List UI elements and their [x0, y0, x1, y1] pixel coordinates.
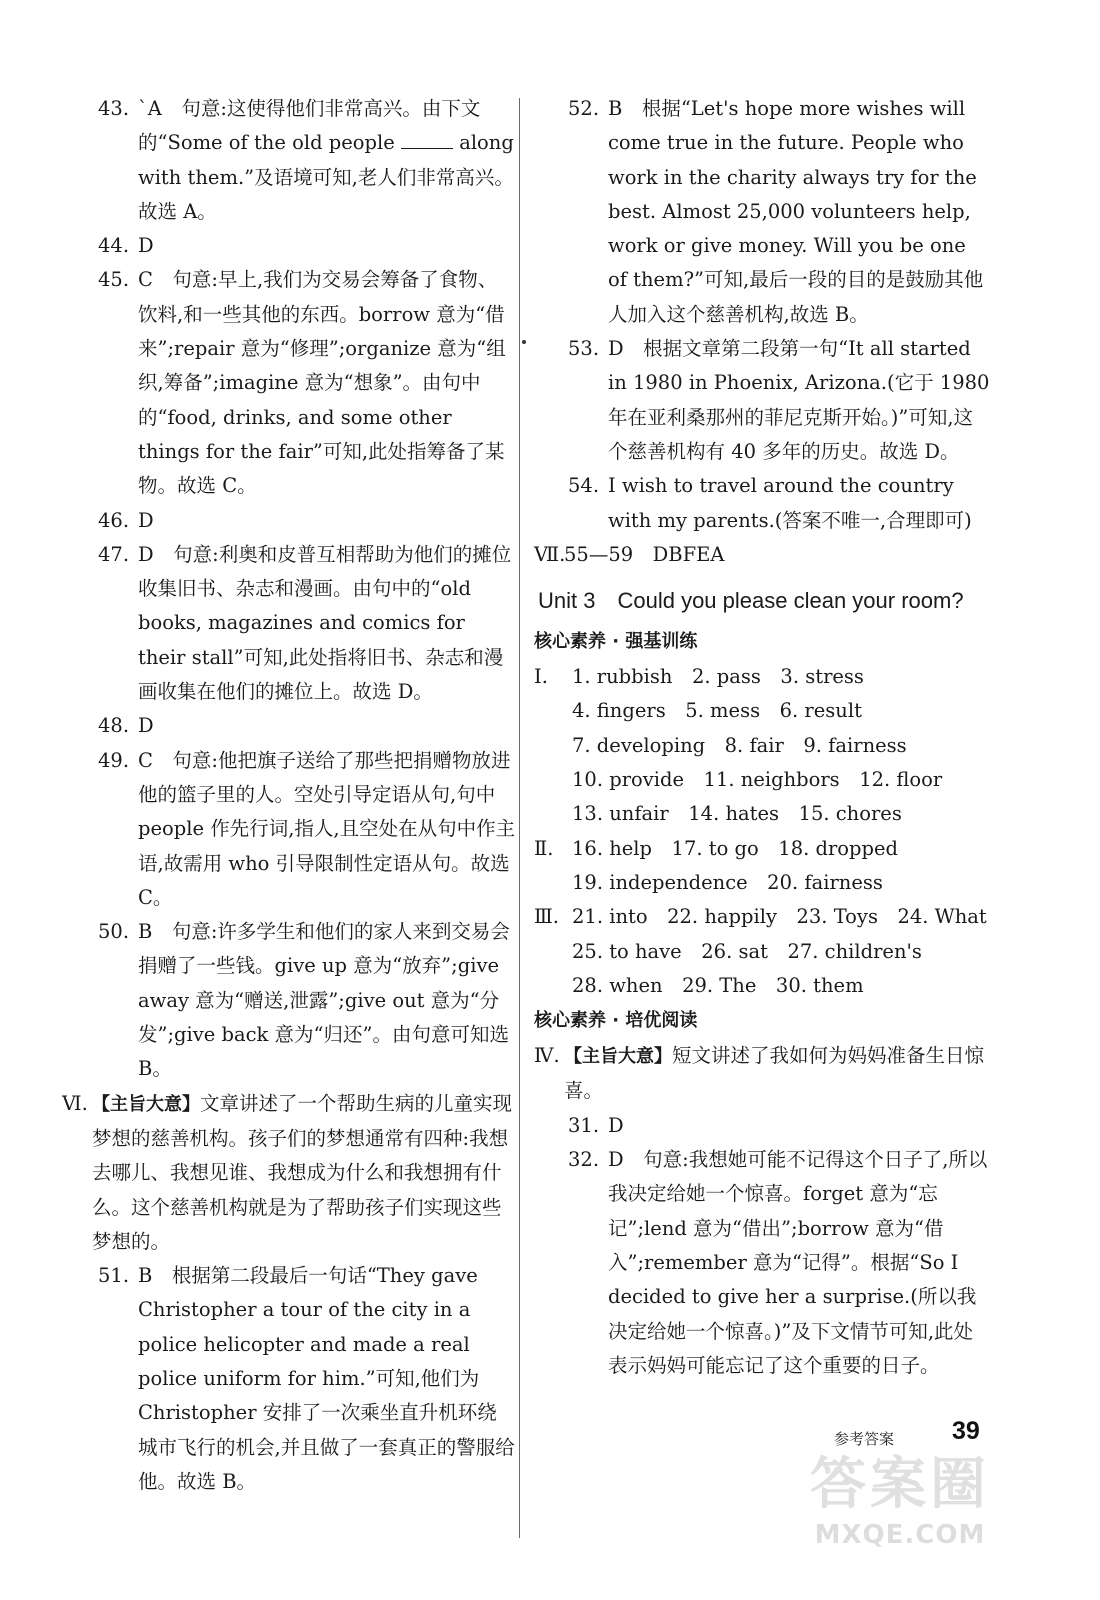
answer-number: 44.	[98, 234, 130, 258]
main-idea-tag: 【主旨大意】	[92, 1093, 200, 1115]
section-roman: Ⅳ.	[534, 1044, 560, 1068]
watermark-logo	[810, 1450, 990, 1580]
answer-text: C 句意:他把旗子送给了那些把捐赠物放进他的篮子里的人。空处引导定语从句,句中 people 作先行词,指人,且空处在从句中作主语,故需用 who 引导限制性定语从句。故选 C。	[138, 748, 516, 909]
right-column	[534, 92, 990, 1383]
word-answer: 6. result	[779, 699, 862, 723]
unit-title: Unit 3 Could you please clean your room?	[538, 588, 964, 614]
word-answer: 1. rubbish	[572, 665, 673, 689]
left-column	[62, 92, 516, 1499]
answer-50	[98, 915, 516, 1086]
word-answer: 5. mess	[685, 699, 761, 723]
word-row	[540, 797, 990, 831]
word-row	[534, 900, 990, 934]
answer-blank	[401, 130, 453, 149]
answer-44	[98, 229, 516, 263]
answer-number: 46.	[98, 508, 130, 532]
word-answer: 30. them	[775, 973, 864, 997]
word-answer: 13. unfair	[572, 802, 669, 826]
section-roman: Ⅰ.	[534, 665, 548, 689]
word-row	[534, 832, 990, 866]
section-I	[534, 660, 990, 831]
answer-46	[98, 504, 516, 538]
main-idea-tag: 【主旨大意】	[564, 1046, 672, 1068]
footer-label: 参考答案	[834, 1430, 895, 1448]
answer-number: 52.	[568, 97, 600, 120]
word-row	[534, 660, 990, 694]
answer-text: D	[138, 234, 154, 258]
answer-number: 51.	[98, 1264, 130, 1288]
answer-number: 49.	[98, 748, 130, 772]
word-answer: 23. Toys	[796, 905, 878, 929]
section-6-summary	[62, 1087, 516, 1259]
word-answer: 29. The	[682, 973, 757, 997]
word-answer: 19. independence	[572, 870, 748, 894]
answer-49	[98, 744, 516, 915]
page-number: 39	[952, 1417, 980, 1445]
word-answer: 25. to have	[572, 939, 682, 963]
section-II	[534, 832, 990, 901]
word-row	[540, 763, 990, 797]
section-roman: Ⅱ.	[534, 836, 554, 860]
word-answer: 7. developing	[572, 733, 706, 757]
word-row	[540, 694, 990, 728]
word-answer: 20. fairness	[767, 870, 883, 894]
word-answer: 21. into	[572, 905, 648, 929]
word-answer: 15. chores	[798, 802, 902, 826]
answer-45	[98, 263, 516, 503]
answer-text: B 根据第二段最后一句话“They gave Christopher a tour of the city in a police helicopter and made a real police uniform for him.”可知,他们为 Christopher 安排了一次乘坐直升机环绕城市飞行的机会,并且做了一套真正的警服给他。故选 B。	[138, 1264, 515, 1493]
answer-text: B 句意:许多学生和他们的家人来到交易会捐赠了一些钱。give up 意为“放弃”;give away 意为“赠送,泄露”;give out 意为“分发”;give back 意为“归还”。由句意可知选 B。	[138, 920, 510, 1081]
word-answer: 4. fingers	[572, 699, 666, 723]
answer-number: 31.	[568, 1113, 600, 1137]
word-answer: 27. children's	[787, 939, 922, 963]
word-answer: 17. to go	[671, 836, 759, 860]
section-III	[534, 900, 990, 1003]
section-heading-basic: 核心素养 · 强基训练	[534, 631, 698, 653]
answer-text: D 句意:利奥和皮普互相帮助为他们的摊位收集旧书、杂志和漫画。由句中的“old books, magazines and comics for their stall”可知,此处指将旧书、杂志和漫画收集在他们的摊位上。故选 D。	[138, 542, 512, 704]
word-answer: 12. floor	[859, 768, 943, 792]
answer-number: 32.	[568, 1148, 600, 1172]
watermark-text: 答案圈	[810, 1452, 990, 1517]
answer-number: 48.	[98, 714, 130, 738]
section-heading-reading: 核心素养 · 培优阅读	[534, 1010, 698, 1032]
answer-text: D 根据文章第二段第一句“It all started in 1980 in Phoenix, Arizona.(它于 1980 年在亚利桑那州的菲尼克斯开始。)”可知,这个慈善机构有 40 多年的历史。故选 D。	[608, 337, 990, 463]
summary-text: 文章讲述了一个帮助生病的儿童实现梦想的慈善机构。孩子们的梦想通常有四种:我想去哪儿、我想见谁、我想成为什么和我想拥有什么。这个慈善机构就是为了帮助孩子们实现这些梦想的。	[92, 1091, 513, 1253]
answer-number: 50.	[98, 920, 130, 944]
answer-52	[568, 92, 990, 332]
answer-text: D	[608, 1113, 624, 1137]
section-roman: Ⅲ.	[534, 905, 560, 929]
answer-number: 43.	[98, 97, 130, 120]
word-answer: 3. stress	[780, 665, 864, 689]
section-7	[534, 538, 990, 572]
answer-number: 45.	[98, 268, 130, 292]
word-answer: 8. fair	[724, 733, 784, 757]
answer-text-post: along with them.”及语境可知,老人们非常高兴。故选 A。	[138, 131, 514, 223]
word-row	[540, 866, 990, 900]
answer-number: 47.	[98, 542, 130, 566]
answer-47	[98, 538, 516, 709]
section-answers: 55—59 DBFEA	[564, 542, 725, 566]
word-answer: 24. What	[897, 905, 987, 929]
word-answer: 26. sat	[701, 939, 768, 963]
answer-54	[568, 469, 990, 538]
word-answer: 2. pass	[691, 665, 761, 689]
answer-31	[568, 1109, 990, 1143]
section-roman: Ⅶ.	[534, 542, 566, 566]
word-row	[540, 969, 990, 1003]
word-answer: 18. dropped	[778, 836, 899, 860]
scan-dot	[522, 340, 526, 344]
answer-text: D	[138, 508, 154, 532]
answer-43	[98, 92, 516, 229]
answer-text-pre: `A 句意:这使得他们非常高兴。由下文的“Some of the old people	[138, 97, 481, 155]
answer-48	[98, 709, 516, 743]
answer-number: 53.	[568, 337, 600, 361]
watermark-url: MXQE.COM	[814, 1520, 986, 1550]
answer-53	[568, 332, 990, 469]
word-answer: 14. hates	[688, 802, 780, 826]
answer-text: D	[138, 714, 154, 738]
word-answer: 9. fairness	[803, 733, 907, 757]
word-answer: 22. happily	[667, 905, 777, 929]
word-answer: 10. provide	[572, 768, 685, 792]
answer-text: C 句意:早上,我们为交易会筹备了食物、饮料,和一些其他的东西。borrow 意为“借来”;repair 意为“修理”;organize 意为“组织,筹备”;imagine 意为“想象”。由句中的“food, drinks, and some other things for the fair”可知,此处指筹备了某物。故选 C。	[138, 268, 506, 498]
summary-text: 短文讲述了我如何为妈妈准备生日惊喜。	[564, 1044, 985, 1103]
word-row	[540, 729, 990, 763]
answer-text: D 句意:我想她可能不记得这个日子了,所以我决定给她一个惊喜。forget 意为“忘记”;lend 意为“借出”;borrow 意为“借入”;remember 意为“记得”。根据“So I decided to give her a surprise.(所以我决定给她一个惊喜。)”及下文情节可知,此处表示妈妈可能忘记了这个重要的日子。	[608, 1148, 988, 1377]
word-answer: 16. help	[572, 836, 653, 860]
answer-32	[568, 1143, 990, 1383]
column-divider	[519, 98, 520, 1538]
answer-number: 54.	[568, 474, 600, 498]
section-roman: Ⅵ.	[62, 1091, 88, 1115]
word-answer: 28. when	[572, 973, 663, 997]
word-row	[540, 935, 990, 969]
answer-text: B 根据“Let's hope more wishes will come true in the future. People who work in the charity always try for the best. Almost 25,000 volunteers help, work or give money. Will you be one of them?”可知,最后一段的目的是鼓励其他人加入这个慈善机构,故选 B。	[608, 97, 984, 326]
answer-text: I wish to travel around the country with my parents.(答案不唯一,合理即可)	[608, 474, 972, 532]
word-answer: 11. neighbors	[703, 768, 840, 792]
section-4-summary	[534, 1039, 990, 1109]
answer-51	[98, 1259, 516, 1499]
